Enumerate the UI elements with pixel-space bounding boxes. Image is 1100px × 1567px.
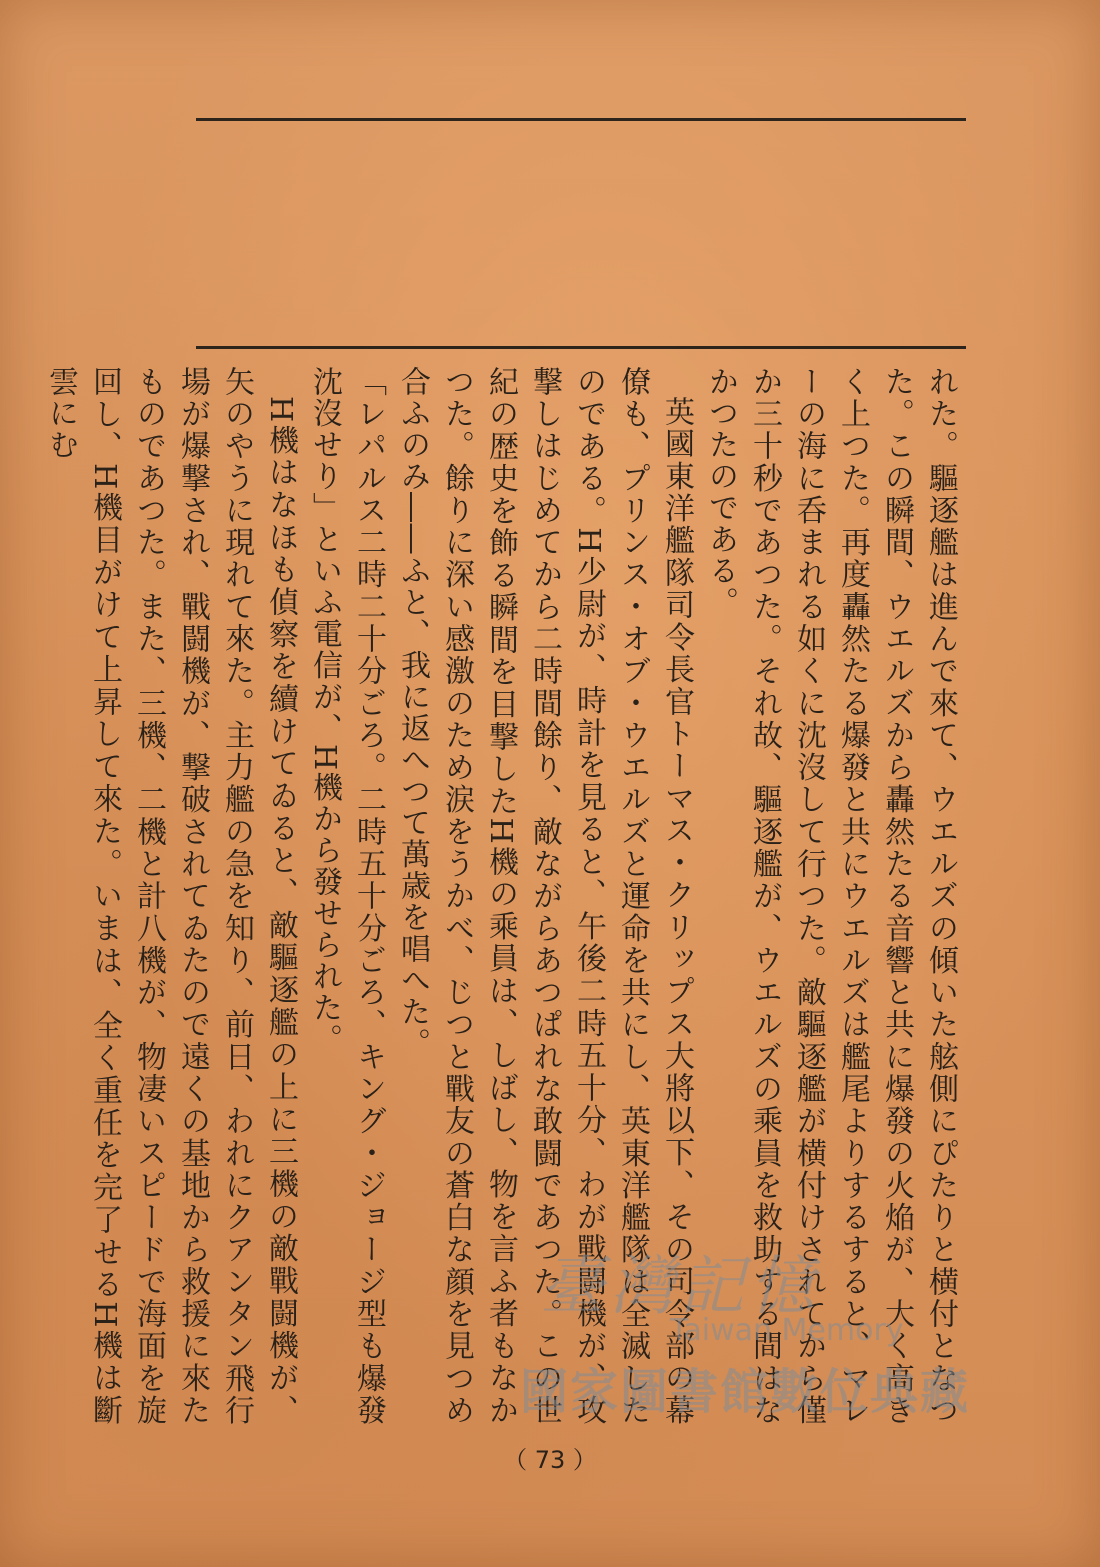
page-number: （ 73 ） [503, 1446, 597, 1474]
paragraph-2: 英國東洋艦隊司令長官トーマス・クリップス大將以下、その司令部の幕僚も、プリンス・オブ・ウエルズと運命を共にし、英東洋艦隊は全滅したのである。H少尉が、時計を見ると、午後二時五十分、わが戰闘機が、攻撃しはじめてから二時間餘り、敵ながらあつぱれな敢闘であつた。この世紀の歴史を飾る瞬間を目撃したH機の乘員は、しばし、物を言ふ者もなかつた。餘りに深い感激のため涙をうかべ、じつと戰友の蒼白な顔を見つめ合ふのみ――ふと、我に返へつて萬歳を唱へた。 [395, 366, 694, 1426]
paragraph-3: 「レパルス二時二十分ごろ。二時五十分ごろ、キング・ジョージ型も爆發沈沒せり」といふ電信が、H機から發せられた。 [307, 366, 386, 1426]
watermark-latin: Taiwan Memory [670, 1313, 904, 1348]
section-rule [196, 346, 966, 349]
watermark-script: 臺灣記憶 [540, 1250, 820, 1324]
watermark-org: 國家圖書館數位典藏 [520, 1364, 971, 1420]
watermark [520, 1235, 1040, 1425]
paragraph-4: H機はなほも偵察を續けてゐると、敵驅逐艦の上に三機の敵戰闘機が、矢のやうに現れて來た。主力艦の急を知り、前日、われにクアンタン飛行場が爆撃され、戰闘機が、撃破されてゐたので遠くの基地から救援に來たものであつた。また、三機、二機と計八機が、物凄いスピードで海面を旋回し、H機目がけて上昇して來た。いまは、全く重任を完了せるH機は斷雲にむ [43, 366, 298, 1426]
top-rule [196, 118, 966, 121]
paragraph-1: れた。驅逐艦は進んで來て、ウエルズの傾いた舷側にぴたりと横付となつた。この瞬間、ウエルズから轟然たる音響と共に爆發の火焔が、大く高きく上つた。再度轟然たる爆發と共にウエルズは艦尾よりするすると、マレーの海に呑まれる如くに沈沒して行つた。敵驅逐艦が横付けされてから僅か三十秒であつた。それ故、驅逐艦が、ウエルズの乘員を救助する間はなかつたのである。 [703, 366, 958, 1426]
